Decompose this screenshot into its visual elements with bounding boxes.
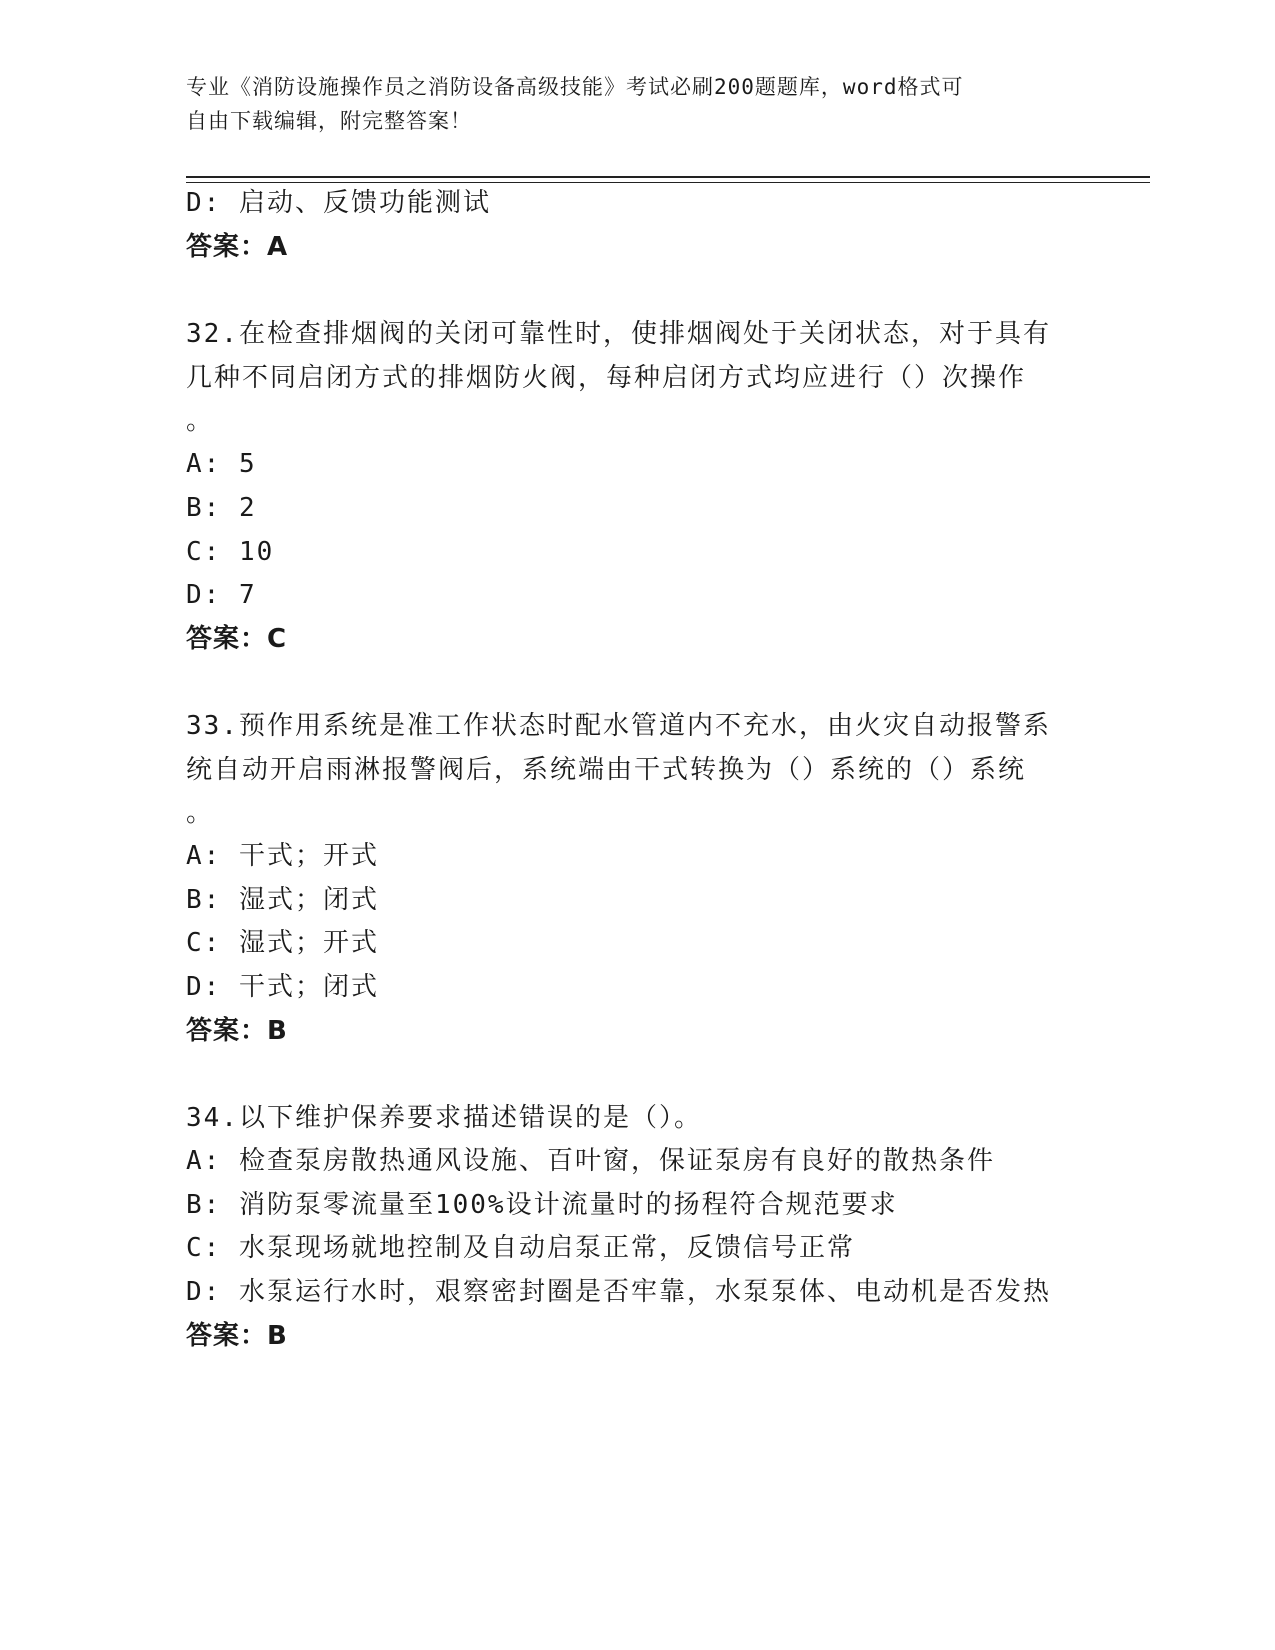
q34-option-a: A: 检查泵房散热通风设施、百叶窗，保证泵房有良好的散热条件 xyxy=(186,1146,995,1176)
header-line-2: 自由下载编辑，附完整答案！ xyxy=(186,109,472,133)
prev-option-d: D: 启动、反馈功能测试 xyxy=(186,188,491,218)
q33-option-c: C: 湿式；开式 xyxy=(186,928,379,958)
q32-text-line-2: 几种不同启闭方式的排烟防火阀，每种启闭方式均应进行（）次操作 xyxy=(186,363,1027,393)
q33-text-line-1: 33.预作用系统是准工作状态时配水管道内不充水，由火灾自动报警系 xyxy=(186,711,1051,741)
q34-option-b: B: 消防泵零流量至100%设计流量时的扬程符合规范要求 xyxy=(186,1190,898,1220)
q34-option-d: D: 水泵运行水时，艰察密封圈是否牢靠，水泵泵体、电动机是否发热 xyxy=(186,1277,1051,1307)
q32-option-c: C: 10 xyxy=(186,537,275,567)
q34-answer: 答案：B xyxy=(186,1321,288,1351)
header-divider-thick xyxy=(186,176,1150,178)
q33-option-a: A: 干式；开式 xyxy=(186,841,379,871)
q33-answer: 答案：B xyxy=(186,1016,288,1046)
q32-option-d: D: 7 xyxy=(186,580,257,610)
q32-option-b: B: 2 xyxy=(186,493,257,523)
header-divider-thin xyxy=(186,182,1150,183)
q33-option-b: B: 湿式；闭式 xyxy=(186,885,379,915)
header-line-1: 专业《消防设施操作员之消防设备高级技能》考试必刷200题题库，word格式可 xyxy=(186,75,964,99)
q33-text-line-2: 统自动开启雨淋报警阀后，系统端由干式转换为（）系统的（）系统 xyxy=(186,755,1027,785)
q32-text-line-3: 。 xyxy=(186,406,215,436)
q34-option-c: C: 水泵现场就地控制及自动启泵正常，反馈信号正常 xyxy=(186,1233,855,1263)
q32-answer: 答案：C xyxy=(186,624,288,654)
q33-text-line-3: 。 xyxy=(186,798,215,828)
q32-option-a: A: 5 xyxy=(186,449,257,479)
q32-text-line-1: 32.在检查排烟阀的关闭可靠性时，使排烟阀处于关闭状态，对于具有 xyxy=(186,319,1051,349)
prev-answer: 答案：A xyxy=(186,232,289,262)
q33-option-d: D: 干式；闭式 xyxy=(186,972,379,1002)
document-header xyxy=(186,70,1066,138)
q34-text-line-1: 34.以下维护保养要求描述错误的是（）。 xyxy=(186,1103,702,1133)
